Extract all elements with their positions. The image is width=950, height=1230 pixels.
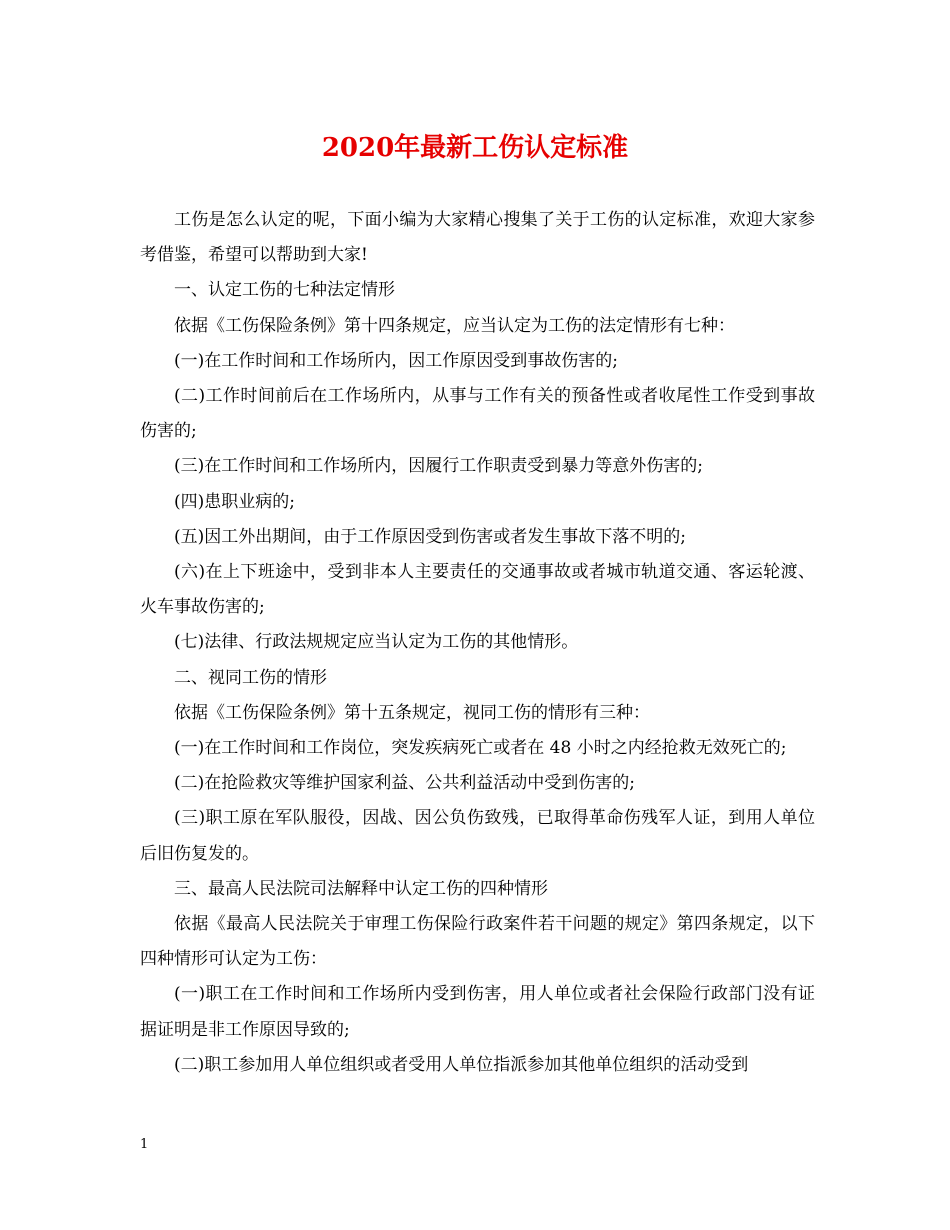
list-item: (一)在工作时间和工作场所内，因工作原因受到事故伤害的; <box>174 350 618 371</box>
list-item: (二)工作时间前后在工作场所内，从事与工作有关的预备性或者收尾性工作受到事故伤害的; <box>140 386 815 442</box>
list-item: (六)在上下班途中，受到非本人主要责任的交通事故或者城市轨道交通、客运轮渡、火车事故伤害的; <box>140 562 815 618</box>
page-title: 2020年最新工伤认定标准 <box>321 133 629 163</box>
section-heading-3: 三、最高人民法院司法解释中认定工伤的四种情形 <box>174 878 548 899</box>
list-item: (三)职工原在军队服役，因战、因公负伤致残，已取得革命伤残军人证，到用人单位后旧伤复发的。 <box>140 808 815 864</box>
paragraph-intro: 工伤是怎么认定的呢，下面小编为大家精心搜集了关于工伤的认定标准，欢迎大家参考借鉴，希望可以帮助到大家! <box>140 210 815 266</box>
list-item: (一)在工作时间和工作岗位，突发疾病死亡或者在 48 小时之内经抢救无效死亡的; <box>174 738 787 759</box>
list-item: (二)在抢险救灾等维护国家利益、公共利益活动中受到伤害的; <box>174 773 635 794</box>
section-heading-1: 一、认定工伤的七种法定情形 <box>174 280 395 301</box>
paragraph: 依据《工伤保险条例》第十四条规定，应当认定为工伤的法定情形有七种： <box>174 315 735 336</box>
section-heading-2: 二、视同工伤的情形 <box>174 667 327 688</box>
list-item: (五)因工外出期间，由于工作原因受到伤害或者发生事故下落不明的; <box>174 526 686 547</box>
list-item: (二)职工参加用人单位组织或者受用人单位指派参加其他单位组织的活动受到 <box>174 1054 749 1075</box>
list-item: (四)患职业病的; <box>174 491 295 512</box>
paragraph: 依据《工伤保险条例》第十五条规定，视同工伤的情形有三种： <box>174 702 650 723</box>
page-number: 1 <box>140 1137 149 1152</box>
list-item: (七)法律、行政法规规定应当认定为工伤的其他情形。 <box>174 632 579 653</box>
document-body <box>140 203 815 1083</box>
list-item: (一)职工在工作时间和工作场所内受到伤害，用人单位或者社会保险行政部门没有证据证明是非工作原因导致的; <box>140 984 815 1040</box>
list-item: (三)在工作时间和工作场所内，因履行工作职责受到暴力等意外伤害的; <box>174 456 703 477</box>
paragraph: 依据《最高人民法院关于审理工伤保险行政案件若干问题的规定》第四条规定，以下四种情形可认定为工伤： <box>140 914 815 970</box>
